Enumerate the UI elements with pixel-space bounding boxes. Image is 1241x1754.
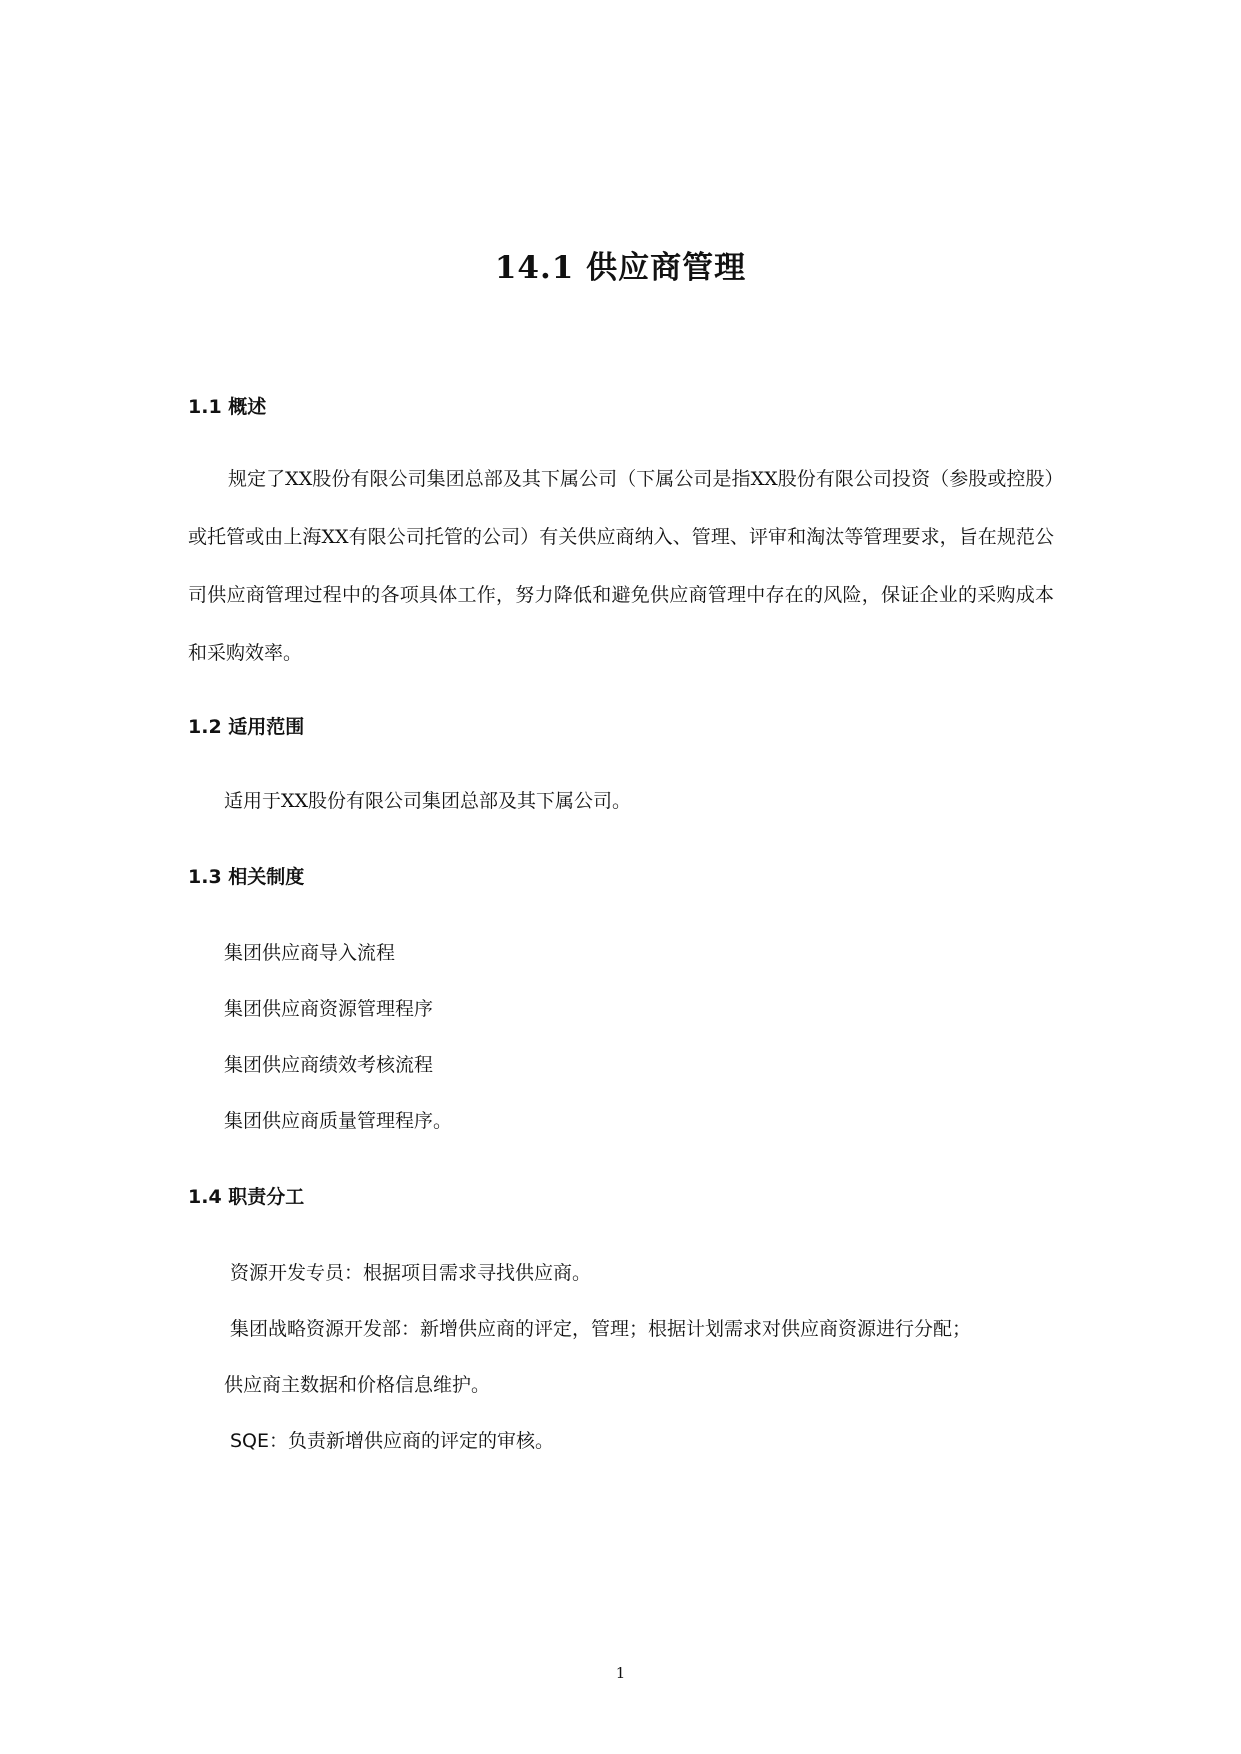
policy-item: 集团供应商导入流程: [224, 942, 396, 964]
policy-item: 集团供应商资源管理程序: [224, 998, 434, 1020]
page-number: 1: [615, 1664, 626, 1682]
section-heading-related-policies: 1.3 相关制度: [188, 866, 305, 888]
responsibility-item: SQE：负责新增供应商的评定的审核。: [230, 1430, 555, 1452]
section-heading-overview: 1.1 概述: [188, 396, 267, 418]
overview-paragraph: 规定了XX股份有限公司集团总部及其下属公司（下属公司是指XX股份有限公司投资（参股或控股）或托管或由上海XX有限公司托管的公司）有关供应商纳入、管理、评审和淘汰等管理要求，旨在规范公司供应商管理过程中的各项具体工作，努力降低和避免供应商管理中存在的风险，保证企业的采购成本和采购效率。: [188, 468, 1054, 664]
responsibility-item: 资源开发专员：根据项目需求寻找供应商。: [230, 1262, 592, 1284]
policy-item: 集团供应商质量管理程序。: [224, 1110, 453, 1132]
document-title: 14.1 供应商管理: [494, 250, 747, 286]
policy-item: 集团供应商绩效考核流程: [224, 1054, 434, 1076]
section-heading-responsibilities: 1.4 职责分工: [188, 1186, 305, 1208]
section-heading-scope: 1.2 适用范围: [188, 716, 305, 738]
responsibility-item: 集团战略资源开发部：新增供应商的评定，管理；根据计划需求对供应商资源进行分配；: [230, 1318, 972, 1340]
scope-line: 适用于XX股份有限公司集团总部及其下属公司。: [224, 790, 632, 812]
responsibility-item: 供应商主数据和价格信息维护。: [224, 1374, 491, 1396]
